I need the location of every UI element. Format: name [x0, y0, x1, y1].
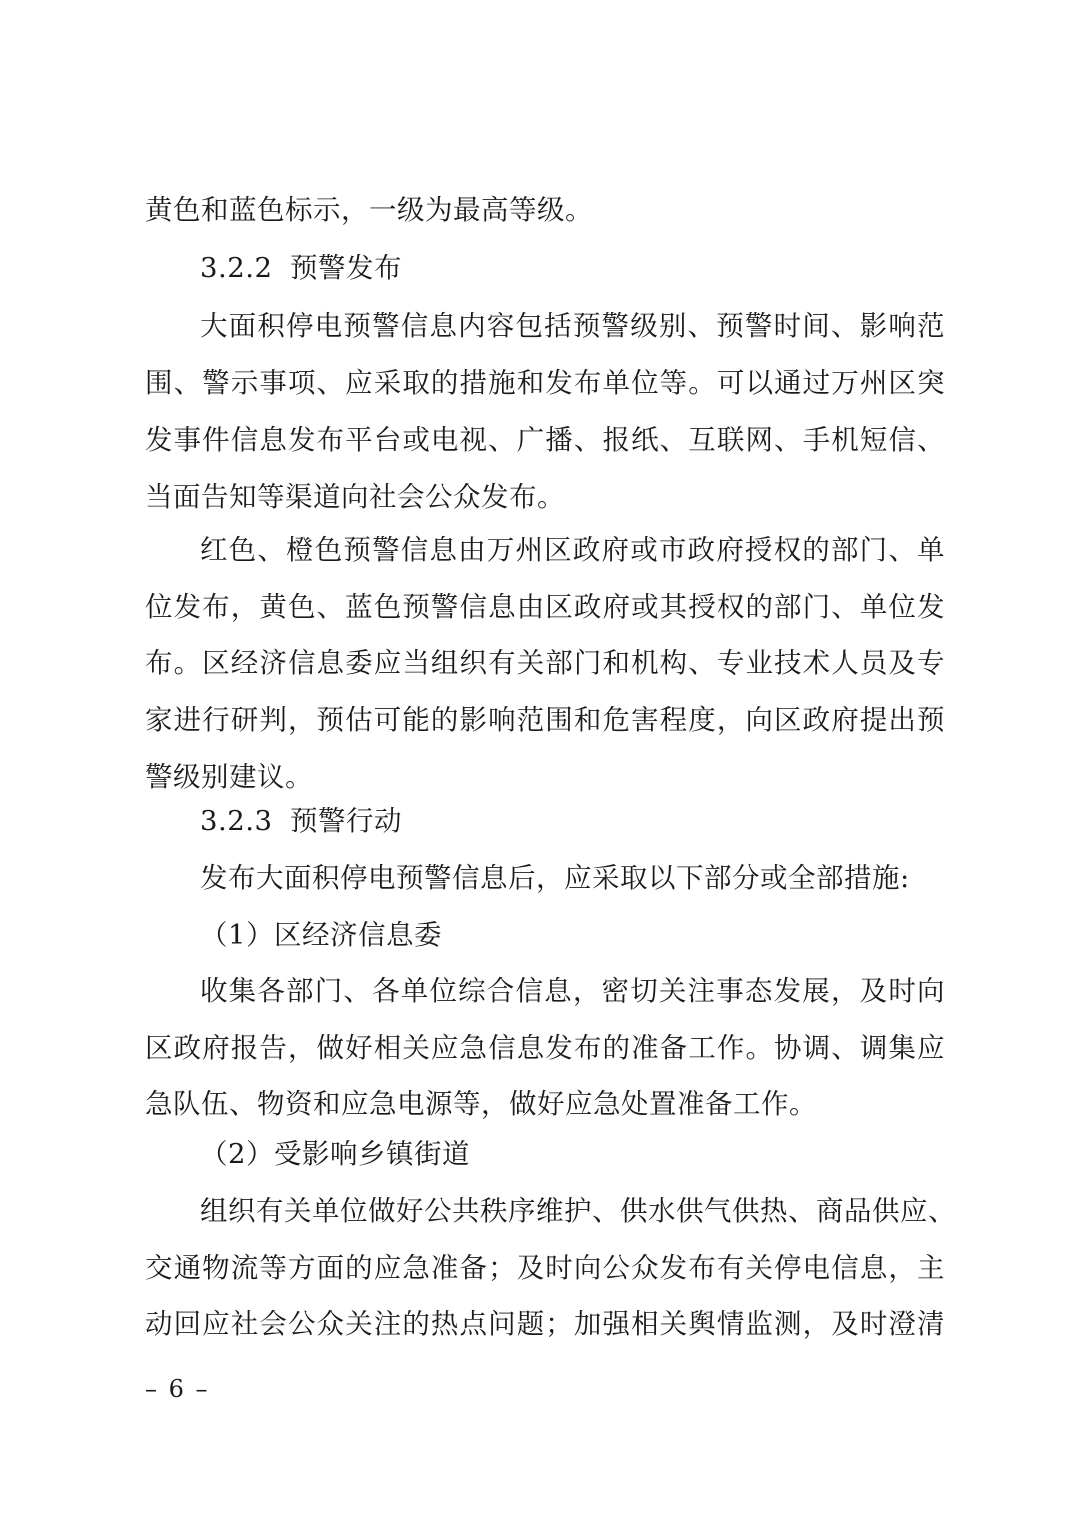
text-line: 布。区经济信息委应当组织有关部门和机构、专业技术人员及专 [145, 647, 945, 679]
text-line: 急队伍、物资和应急电源等，做好应急处置准备工作。 [145, 1088, 817, 1120]
text-line: 红色、橙色预警信息由万州区政府或市政府授权的部门、单 [200, 534, 945, 566]
text-line: 家进行研判，预估可能的影响范围和危害程度，向区政府提出预 [145, 704, 945, 736]
text-line: 当面告知等渠道向社会公众发布。 [145, 481, 565, 513]
text-line: 组织有关单位做好公共秩序维护、供水供气供热、商品供应、 [200, 1195, 956, 1227]
section-heading-3-2-2 [200, 248, 945, 288]
text-line: 位发布，黄色、蓝色预警信息由区政府或其授权的部门、单位发 [145, 591, 945, 623]
section-number: 3.2.2 [200, 252, 273, 284]
section-title: 预警行动 [290, 805, 402, 837]
page-number: – 6 – [145, 1375, 210, 1403]
text-line: 围、警示事项、应采取的措施和发布单位等。可以通过万州区突 [145, 367, 945, 399]
text-line: 区政府报告，做好相关应急信息发布的准备工作。协调、调集应 [145, 1032, 945, 1064]
text-line: 黄色和蓝色标示，一级为最高等级。 [145, 194, 593, 226]
section-title: 预警发布 [290, 252, 402, 284]
text-line: 警级别建议。 [145, 761, 313, 793]
text-line: 发布大面积停电预警信息后，应采取以下部分或全部措施: [200, 862, 910, 894]
text-line: 收集各部门、各单位综合信息，密切关注事态发展，及时向 [200, 975, 945, 1007]
section-number: 3.2.3 [200, 805, 273, 837]
section-heading-3-2-3 [200, 801, 945, 841]
subheading-item-1: （1）区经济信息委 [200, 919, 442, 951]
subheading-item-2: （2）受影响乡镇街道 [200, 1138, 470, 1170]
text-line: 发事件信息发布平台或电视、广播、报纸、互联网、手机短信、 [145, 424, 945, 456]
text-line: 交通物流等方面的应急准备；及时向公众发布有关停电信息，主 [145, 1252, 945, 1284]
text-line: 动回应社会公众关注的热点问题；加强相关舆情监测，及时澄清 [145, 1308, 945, 1340]
text-line: 大面积停电预警信息内容包括预警级别、预警时间、影响范 [200, 310, 945, 342]
